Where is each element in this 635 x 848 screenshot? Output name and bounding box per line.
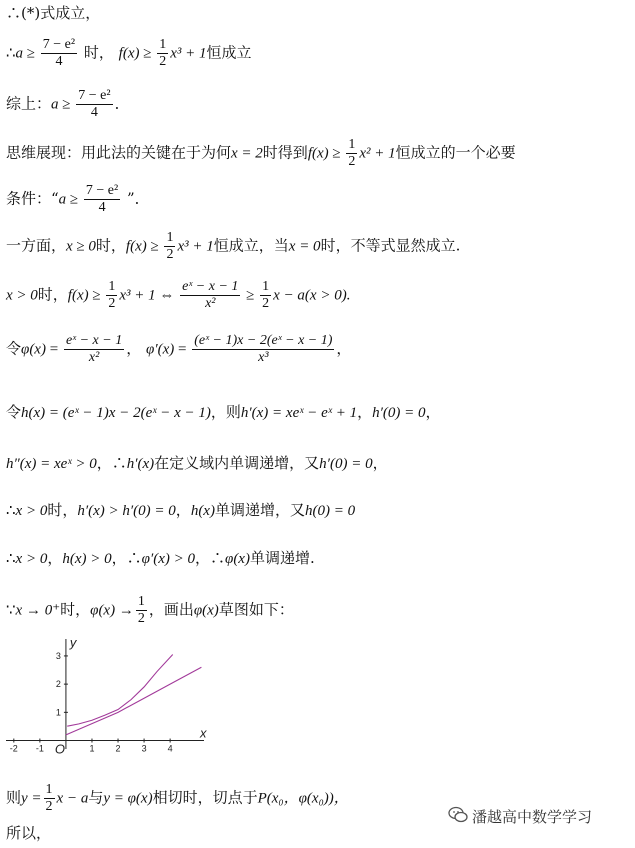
fraction-half: $\frac{1}{2}$ [45,782,53,814]
fraction-half: $\frac{1}{2}$ [108,279,116,311]
line-8: 令φ(x) = $\frac{\text{eˣ − x − 1}}{\text{x²}}$ ， φ′(x) = $\frac{\text{(eˣ − 1)x − 2(eˣ − x − 1)}}{\text{x³}}$ ， [6,333,352,365]
x-tick-label: 3 [141,743,147,754]
line-3: 综上：a ≥ $\frac{\text{7 − e²}}{4}$ ． [6,88,130,120]
fraction-7-e2-over-4: $\frac{\text{7 − e²}}{4}$ [78,88,111,120]
line-13: ∵x → 0⁺时，φ(x) → $\frac{1}{2}$ ，画出φ(x)草图如下： [6,594,294,626]
fraction-7-e2-over-4: $\frac{\text{7 − e²}}{4}$ [42,37,76,69]
x-tick-label: 1 [89,743,95,754]
phi-curve [67,655,173,727]
fraction-half: $\frac{1}{2}$ [159,37,167,69]
line-7: x > 0时，f(x) ≥ $\frac{1}{2}$ x³ + 1 ⇔ $\frac{\text{eˣ − x − 1}}{\text{x²}}$ ≥ $\frac{1}{2}$ x − a(x > 0). [6,279,351,311]
line-4: 思维展现：用此法的关键在于为何x = 2时得到f(x) ≥ $\frac{1}{2}$ x² + 1恒成立的一个必要 [6,137,516,169]
watermark-text: 潘越高中数学学习 [472,808,593,826]
y-tick-label: 1 [55,707,61,718]
origin-label: O [54,741,65,757]
x-tick-label: -2 [9,743,18,754]
line-9: 令h(x) = (eˣ − 1)x − 2(eˣ − x − 1)，则h′(x) = xeˣ − eˣ + 1，h′(0) = 0， [6,403,441,421]
fraction-half: $\frac{1}{2}$ [262,279,270,311]
sketch-graph [0,633,210,763]
tangent-line [66,667,201,735]
x-tick-label: 4 [167,743,173,754]
line-15: 所以， [6,824,52,842]
line-6: 一方面，x ≥ 0时，f(x) ≥ $\frac{1}{2}$ x³ + 1恒成立，当x = 0时，不等式显然成立. [6,230,461,262]
wechat-icon [448,806,468,824]
fraction-half: $\frac{1}{2}$ [348,137,356,169]
fraction-half: $\frac{1}{2}$ [137,594,145,626]
line-11: ∴x > 0时，h′(x) > h′(0) = 0，h(x)单调递增，又h(0) = 0 [6,501,356,519]
y-axis-label: y [69,635,77,650]
x-axis-label: x [200,725,207,741]
line-12: ∴x > 0，h(x) > 0，∴φ′(x) > 0，∴φ(x)单调递增. [6,549,315,567]
line-10: h″(x) = xeˣ > 0，∴h′(x)在定义域内单调递增，又h′(0) = 0， [6,454,388,472]
y-tick-label: 3 [55,650,61,661]
y-tick-label: 2 [55,679,61,690]
fraction-half: $\frac{1}{2}$ [166,230,174,262]
line-14: 则y = $\frac{1}{2}$ x − a与y = φ(x)相切时，切点于P(x₀，φ(x₀))， [6,782,349,814]
fraction-phi-prime: $\frac{\text{(eˣ − 1)x − 2(eˣ − x − 1)}}{\text{x³}}$ [194,333,333,365]
line-5: 条件：“a ≥ $\frac{\text{7 − e²}}{4}$ ”． [6,183,150,215]
line-2: ∴a ≥ $\frac{\text{7 − e²}}{4}$ 时， f(x) ≥ $\frac{1}{2}$ x³ + 1恒成立 [6,37,252,69]
x-tick-label: -1 [35,743,44,754]
fraction-ex: $\frac{\text{eˣ − x − 1}}{\text{x²}}$ [65,333,123,365]
fraction-7-e2-over-4: $\frac{\text{7 − e²}}{4}$ [85,183,119,215]
x-tick-label: 2 [115,743,121,754]
fraction-ex: $\frac{\text{eˣ − x − 1}}{\text{x²}}$ [182,279,239,311]
line-1: ∴(*)式成立， [6,4,101,22]
